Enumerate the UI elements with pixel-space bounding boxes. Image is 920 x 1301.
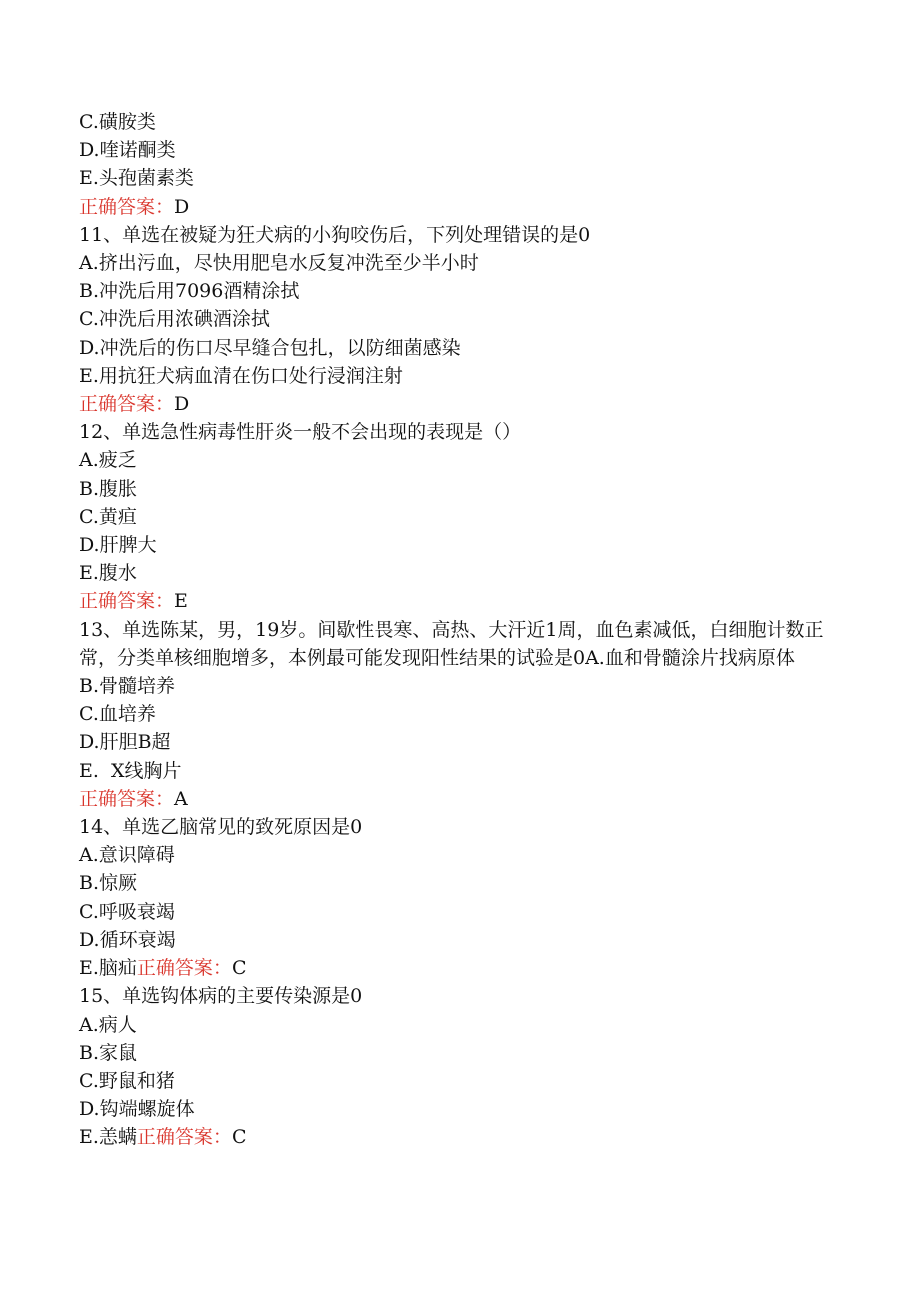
q11-option-e: E.用抗狂犬病血清在伤口处行浸润注射 xyxy=(79,364,403,387)
q12-option-e: E.腹水 xyxy=(79,562,137,585)
q14-stem: 14、单选乙脑常见的致死原因是0 xyxy=(79,816,363,839)
answer-value: A xyxy=(174,787,188,810)
q11-stem: 11、单选在被疑为狂犬病的小狗咬伤后，下列处理错误的是0 xyxy=(79,223,591,246)
q12-stem: 12、单选急性病毒性肝炎一般不会出现的表现是（） xyxy=(79,421,522,444)
q15-option-b: B.家鼠 xyxy=(79,1041,138,1064)
answer-label: 正确答案： xyxy=(136,957,232,980)
answer-label: 正确答案： xyxy=(136,1126,232,1149)
q15-option-a: A.病人 xyxy=(79,1013,137,1036)
answer-value: D xyxy=(174,195,190,218)
q13-option-e: E. X线胸片 xyxy=(79,759,182,782)
q14-option-c: C.呼吸衰竭 xyxy=(79,900,175,923)
q15-option-e-with-answer xyxy=(79,1123,849,1151)
q12-option-d: D.肝脾大 xyxy=(79,534,157,557)
q14-answer xyxy=(137,957,247,979)
q11-option-a: A.挤出污血，尽快用肥皂水反复冲洗至少半小时 xyxy=(79,252,479,275)
q15-answer xyxy=(137,1126,247,1148)
q12-answer xyxy=(79,587,849,615)
q12-option-a: A.疲乏 xyxy=(79,449,137,472)
q10-answer xyxy=(79,193,849,221)
q14-option-a: A.意识障碍 xyxy=(79,844,175,867)
q13-option-b: B.骨髓培养 xyxy=(79,675,176,698)
q11-option-c: C.冲洗后用浓碘酒涂拭 xyxy=(79,308,270,331)
answer-value: C xyxy=(231,1126,247,1149)
q15-stem: 15、单选钩体病的主要传染源是0 xyxy=(79,985,363,1008)
answer-value: E xyxy=(174,590,188,613)
answer-label: 正确答案： xyxy=(79,393,175,416)
q13-stem: 13、单选陈某，男，19岁。间歇性畏寒、高热、大汗近1周，血色素减低，白细胞计数正常，分类单核细胞增多，本例最可能发现阳性结果的试验是0A.血和骨髓涂片找病原体 xyxy=(79,618,824,669)
q15-option-c: C.野鼠和猪 xyxy=(79,1069,175,1092)
q13-option-c: C.血培养 xyxy=(79,703,156,726)
q15-option-e: E.恙螨 xyxy=(79,1126,137,1149)
q11-option-b: B.冲洗后用7096酒精涂拭 xyxy=(79,280,300,303)
q11-answer xyxy=(79,390,849,418)
answer-label: 正确答案： xyxy=(79,590,175,613)
q10-option-d: D.喹诺酮类 xyxy=(79,139,176,162)
q12-option-c: C.黄疸 xyxy=(79,505,137,528)
answer-value: C xyxy=(231,957,247,980)
q14-option-e-with-answer xyxy=(79,954,849,982)
q14-option-d: D.循环衰竭 xyxy=(79,928,176,951)
document-page xyxy=(79,108,849,1152)
answer-label: 正确答案： xyxy=(79,195,175,218)
q14-option-e: E.脑疝 xyxy=(79,957,137,980)
q13-option-d: D.肝胆B超 xyxy=(79,731,171,754)
answer-label: 正确答案： xyxy=(79,787,175,810)
q10-option-e: E.头孢菌素类 xyxy=(79,167,194,190)
q11-option-d: D.冲洗后的伤口尽早缝合包扎，以防细菌感染 xyxy=(79,336,461,359)
q10-option-c: C.磺胺类 xyxy=(79,111,156,133)
q15-option-d: D.钩端螺旋体 xyxy=(79,1098,195,1121)
q12-option-b: B.腹胀 xyxy=(79,477,138,500)
q13-answer xyxy=(79,785,849,813)
q14-option-b: B.惊厥 xyxy=(79,872,138,895)
answer-value: D xyxy=(174,393,190,416)
